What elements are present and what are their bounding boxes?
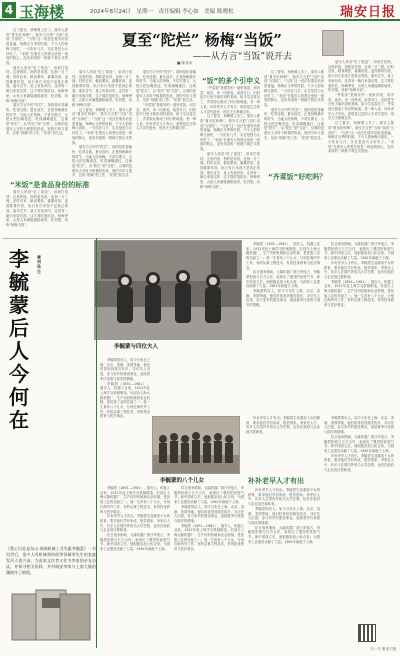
author-photo <box>322 30 344 56</box>
section-divider <box>2 238 398 239</box>
article-1-subhead-1: “米饭”是食品身份的标准 <box>10 181 90 189</box>
article-2-column-d: 补补老早人才有出。李毓蒙生前重视子女的教育，要求他们学有所成，报效国家。李家后人中，有多人在国内外知名大学任教，也有在政府与企业担任要职者。 <box>246 416 320 435</box>
photo-caption-2: 李毓蒙的八个儿女 <box>160 478 205 484</box>
page-number: 4 <box>2 2 16 18</box>
article-1-column-4: “齐菜饭”是瑞安的一道家常饭，用芥菜、咸肉、米一同煮成，咸香可口，旧时是节日里才能吃到的美味。如今生活富足了，齐菜饭反倒成了怀旧的味道。老一辈人说，补补老早人才有出，意思是过去的人才讲究进补，现在天天都像过年。 过了夏至，杨梅要上市了。瑞安人都讲“夏至吃杨梅”。瑞安方言把“当饭”说成“当饭吃”。“当饭”这一说法在瑞安话里很普遍，杨梅正当季的时候，不少人把杨梅当饭吃，一天吃好几斤，实在是因为太好吃了。“米饭”在瑞安人的观念里是一顿饭的核心，没有米饭的一顿就不算正式的饭。 瑞安人常说“吃了饭没”，用来打招呼。这里的饭，指的是米饭，也指一日三餐。旧时农家，粮食紧张，番薯丝饭、麦饭都算作饭，但只有白米饭才是真正的饭。逢年过节，桌上有鱼有肉，还得有一碗白米饭压阵，这才算吃饱吃好。杨梅季里，山里人家满篮满筐地采，吃到饱，戏称“杨梅当饭”。 <box>200 86 260 189</box>
page-header <box>0 0 400 21</box>
qr-code-icon <box>358 624 376 642</box>
page-body <box>2 24 398 654</box>
article-1-byline: ■ 陈其仙 <box>177 61 193 65</box>
article-2-column-h: 补补老早人才有出。李毓蒙生前重视子女的教育，要求他们学有所成，报效国家。李家后人中，有多人在国内外知名大学任教，也有在政府与企业担任要职者。 李毓蒙的后人，如今分布在上海、北京、香港、美国等地，他们时常回到瑞安故乡，寻访先人旧迹，参与家乡的建设事业，延续着李氏家族与瑞安的情缘。 抗日战争期间，大隆机器厂被日军侵占，李毓蒙拒绝与日方合作，表现出了强烈的民族气节。新中国成立后，他积极参加公私合营，为国家工业建设贡献了力量。1961年病逝于上海。 <box>248 488 320 544</box>
book-blurb: 《我心归处是东山·瑞商机械工业先驱李毓蒙》一书问世后，很多人对机械和纺织等领域李先生的家庭发问人很兴奋。为此本文作者又作为李家的亲友访谈，并探寻相关资料，并对瑞安李家与上海大隆的渊源作了梳理。 <box>6 546 96 575</box>
article-1-column-5: 过了夏至，杨梅要上市了。瑞安人都讲“夏至吃杨梅”。瑞安方言把“当饭”说成“当饭吃”。“当饭”这一说法在瑞安话里很普遍，杨梅正当季的时候，不少人把杨梅当饭吃，一天吃好几斤，实在是因为太好吃了。“米饭”在瑞安人的观念里是一顿饭的核心，没有米饭的一顿就不算正式的饭。 瑞安方言中的“陀烂”，指的是吃得痛快、吃得过瘾。夏至前后，正是杨梅最好的时节，当地人吃杨梅，不讲究斯文，大把大把往嘴里送，吃得满嘴通红，这就是“陀烂”。从“陀烂”到“当饭”，反映的是瑞安人对时令鲜果的热爱。饭的引申义很多，比如“饭碗”指工作，“吃饭”指生活。 <box>264 70 324 140</box>
section-title: 玉海楼 <box>19 3 65 21</box>
qr-label: 扫一扫 看电子版 <box>370 647 396 651</box>
article-1-column-3: 瑞安方言中的“陀烂”，指的是吃得痛快、吃得过瘾。夏至前后，正是杨梅最好的时节，当地人吃杨梅，不讲究斯文，大把大把往嘴里送，吃得满嘴通红，这就是“陀烂”。从“陀烂”到“当饭”，反映的是瑞安人对时令鲜果的热爱。饭的引申义很多，比如“饭碗”指工作，“吃饭”指生活。 “齐菜饭”是瑞安的一道家常饭，用芥菜、咸肉、米一同煮成，咸香可口，旧时是节日里才能吃到的美味。如今生活富足了，齐菜饭反倒成了怀旧的味道。老一辈人说，补补老早人才有出，意思是过去的人才讲究进补，现在天天都像过年。 <box>136 70 196 131</box>
article-2-column-f: 李毓蒙（1891—1961），瑞安人，机器工业家。1912年赴上海学习机械制造，后创办上海大隆机器厂，生产纺织机械和农业机械，是民族工业的先驱之一。他一生育有八个儿女，分别在海内外工作，有的从事工程技术，有的投身教育与医疗事业。 补补老早人才有出。李毓蒙生前重视子女的教育，要求他们学有所成，报效国家。李家后人中，有多人在国内外知名大学任教，也有在政府与企业担任要职者。 抗日战争期间，大隆机器厂被日军侵占，李毓蒙拒绝与日方合作，表现出了强烈的民族气节。新中国成立后，他积极参加公私合营，为国家工业建设贡献了力量。1961年病逝于上海。 <box>100 486 170 552</box>
newspaper-logo: 瑞安日报 <box>339 5 396 20</box>
family-photo-children <box>152 416 240 474</box>
article-1-subtitle: ——从方言“当饭”说开去 <box>192 52 292 62</box>
article-1-column-1b: 瑞安人常说“吃了饭没”，用来打招呼。这里的饭，指的是米饭，也指一日三餐。旧时农家，粮食紧张，番薯丝饭、麦饭都算作饭，但只有白米饭才是真正的饭。逢年过节，桌上有鱼有肉，还得有一碗白米饭压阵，这才算吃饱吃好。杨梅季里，山里人家满篮满筐地采，吃到饱，戏称“杨梅当饭”。 <box>6 190 68 227</box>
article-1-column-2: 瑞安人常说“吃了饭没”，用来打招呼。这里的饭，指的是米饭，也指一日三餐。旧时农家，粮食紧张，番薯丝饭、麦饭都算作饭，但只有白米饭才是真正的饭。逢年过节，桌上有鱼有肉，还得有一碗白米饭压阵，这才算吃饱吃好。杨梅季里，山里人家满篮满筐地采，吃到饱，戏称“杨梅当饭”。 过了夏至，杨梅要上市了。瑞安人都讲“夏至吃杨梅”。瑞安方言把“当饭”说成“当饭吃”。“当饭”这一说法在瑞安话里很普遍，杨梅正当季的时候，不少人把杨梅当饭吃，一天吃好几斤，实在是因为太好吃了。“米饭”在瑞安人的观念里是一顿饭的核心，没有米饭的一顿就不算正式的饭。 瑞安方言中的“陀烂”，指的是吃得痛快、吃得过瘾。夏至前后，正是杨梅最好的时节，当地人吃杨梅，不讲究斯文，大把大把往嘴里送，吃得满嘴通红，这就是“陀烂”。从“陀烂”到“当饭”，反映的是瑞安人对时令鲜果的热爱。饭的引申义很多，比如“饭碗”指工作，“吃饭”指生活。 <box>72 70 132 178</box>
article-2-column-g: 抗日战争期间，大隆机器厂被日军侵占，李毓蒙拒绝与日方合作，表现出了强烈的民族气节。新中国成立后，他积极参加公私合营，为国家工业建设贡献了力量。1961年病逝于上海。 李毓蒙的后人，如今分布在上海、北京、香港、美国等地，他们时常回到瑞安故乡，寻访先人旧迹，参与家乡的建设事业，延续着李氏家族与瑞安的情缘。 李毓蒙（1891—1961），瑞安人，机器工业家。1912年赴上海学习机械制造，后创办上海大隆机器厂，生产纺织机械和农业机械，是民族工业的先驱之一。他一生育有八个儿女，分别在海内外工作，有的从事工程技术，有的投身教育与医疗事业。 <box>174 486 244 552</box>
article-1-column-6: 瑞安人常说“吃了饭没”，用来打招呼。这里的饭，指的是米饭，也指一日三餐。旧时农家，粮食紧张，番薯丝饭、麦饭都算作饭，但只有白米饭才是真正的饭。逢年过节，桌上有鱼有肉，还得有一碗白米饭压阵，这才算吃饱吃好。杨梅季里，山里人家满篮满筐地采，吃到饱，戏称“杨梅当饭”。 “齐菜饭”是瑞安的一道家常饭，用芥菜、咸肉、米一同煮成，咸香可口，旧时是节日里才能吃到的美味。如今生活富足了，齐菜饭反倒成了怀旧的味道。老一辈人说，补补老早人才有出，意思是过去的人才讲究进补，现在天天都像过年。 过了夏至，杨梅要上市了。瑞安人都讲“夏至吃杨梅”。瑞安方言把“当饭”说成“当饭吃”。“当饭”这一说法在瑞安话里很普遍，杨梅正当季的时候，不少人把杨梅当饭吃，一天吃好几斤，实在是因为太好吃了。“米饭”在瑞安人的观念里是一顿饭的核心，没有米饭的一顿就不算正式的饭。 <box>328 60 394 154</box>
date-line: 2024年8月24日 星期一 责任编辑 李心如 美编 陈晓松 <box>90 9 234 15</box>
book-cover-image <box>6 586 98 644</box>
article-1-subhead-3: “齐菜饭”好吃吗？ <box>268 173 327 181</box>
article-1-subhead-2: “饭”的多个引申义 <box>202 77 261 85</box>
article-2-column-c: 李毓蒙的后人，如今分布在上海、北京、香港、美国等地，他们时常回到瑞安故乡，寻访先人旧迹，参与家乡的建设事业，延续着李氏家族与瑞安的情缘。 李毓蒙（1891—1961），瑞安人，机器工业家。1912年赴上海学习机械制造，后创办上海大隆机器厂，生产纺织机械和农业机械，是民族工业的先驱之一。他一生育有八个儿女，分别在海内外工作，有的从事工程技术，有的投身教育与医疗事业。 <box>100 358 150 419</box>
column-rule <box>96 238 97 648</box>
family-photo-wives <box>94 240 242 340</box>
article-2-subhead: 补补老早人才有出 <box>248 477 304 485</box>
article-2-title: 李 毓 蒙 后 人 今 何 在 ■ 胡珠生 <box>9 247 41 432</box>
article-2-byline: ■ 胡珠生 <box>37 254 41 274</box>
article-1-column-1: 过了夏至，杨梅要上市了。瑞安人都讲“夏至吃杨梅”。瑞安方言把“当饭”说成“当饭吃”。“当饭”这一说法在瑞安话里很普遍，杨梅正当季的时候，不少人把杨梅当饭吃，一天吃好几斤，实在是因为太好吃了。“米饭”在瑞安人的观念里是一顿饭的核心，没有米饭的一顿就不算正式的饭。 瑞安人常说“吃了饭没”，用来打招呼。这里的饭，指的是米饭，也指一日三餐。旧时农家，粮食紧张，番薯丝饭、麦饭都算作饭，但只有白米饭才是真正的饭。逢年过节，桌上有鱼有肉，还得有一碗白米饭压阵，这才算吃饱吃好。杨梅季里，山里人家满篮满筐地采，吃到饱，戏称“杨梅当饭”。 瑞安方言中的“陀烂”，指的是吃得痛快、吃得过瘾。夏至前后，正是杨梅最好的时节，当地人吃杨梅，不讲究斯文，大把大把往嘴里送，吃得满嘴通红，这就是“陀烂”。从“陀烂”到“当饭”，反映的是瑞安人对时令鲜果的热爱。饭的引申义很多，比如“饭碗”指工作，“吃饭”指生活。 <box>6 28 68 136</box>
article-2-column-e: 李毓蒙的后人，如今分布在上海、北京、香港、美国等地，他们时常回到瑞安故乡，寻访先人旧迹，参与家乡的建设事业，延续着李氏家族与瑞安的情缘。 抗日战争期间，大隆机器厂被日军侵占，李毓蒙拒绝与日方合作，表现出了强烈的民族气节。新中国成立后，他积极参加公私合营，为国家工业建设贡献了力量。1961年病逝于上海。 补补老早人才有出。李毓蒙生前重视子女的教育，要求他们学有所成，报效国家。李家后人中，有多人在国内外知名大学任教，也有在政府与企业担任要职者。 <box>324 416 394 472</box>
article-2-column-b: 抗日战争期间，大隆机器厂被日军侵占，李毓蒙拒绝与日方合作，表现出了强烈的民族气节。新中国成立后，他积极参加公私合营，为国家工业建设贡献了力量。1961年病逝于上海。 补补老早人才有出。李毓蒙生前重视子女的教育，要求他们学有所成，报效国家。李家后人中，有多人在国内外知名大学任教，也有在政府与企业担任要职者。 李毓蒙（1891—1961），瑞安人，机器工业家。1912年赴上海学习机械制造，后创办上海大隆机器厂，生产纺织机械和农业机械，是民族工业的先驱之一。他一生育有八个儿女，分别在海内外工作，有的从事工程技术，有的投身教育与医疗事业。 <box>324 242 394 308</box>
photo-caption-1: 李毓蒙与四位夫人 <box>114 344 159 350</box>
article-1-title: 夏至“陀烂” 杨梅“当饭” <box>122 31 282 49</box>
article-2-column-a: 李毓蒙（1891—1961），瑞安人，机器工业家。1912年赴上海学习机械制造，后创办上海大隆机器厂，生产纺织机械和农业机械，是民族工业的先驱之一。他一生育有八个儿女，分别在海内外工作，有的从事工程技术，有的投身教育与医疗事业。 抗日战争期间，大隆机器厂被日军侵占，李毓蒙拒绝与日方合作，表现出了强烈的民族气节。新中国成立后，他积极参加公私合营，为国家工业建设贡献了力量。1961年病逝于上海。 李毓蒙的后人，如今分布在上海、北京、香港、美国等地，他们时常回到瑞安故乡，寻访先人旧迹，参与家乡的建设事业，延续着李氏家族与瑞安的情缘。 <box>246 242 320 308</box>
